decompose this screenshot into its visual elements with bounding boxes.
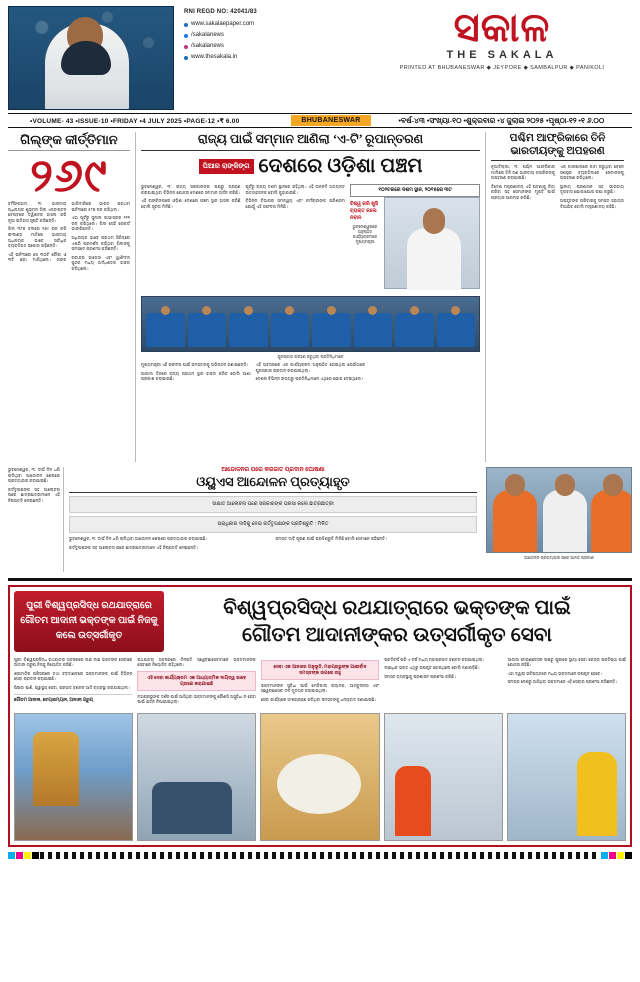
band-main-story [64,467,482,572]
lead-story-subhead: ବିଶ୍ୱ କରି ଖୁସି ବ୍ୟକ୍ତ କଲେ ନବୀନ [350,201,379,221]
paragraph: ପୁରୀ: ବିଶ୍ୱପ୍ରସିଦ୍ଧ ରଥଯାତ୍ରା ଅବସରରେ ଲକ୍ଷ ଲକ୍ଷ ଭକ୍ତଙ୍କ ସେବାରେ ଆଦାନୀ ଗ୍ରୁପ୍ ନିଜକୁ ନିୟୋଜିତ କରିଛି। [14,657,133,668]
person [229,313,268,347]
paragraph: ମହାପ୍ରଭୁଙ୍କ ଦର୍ଶନ ପାଇଁ ଆସିଥିବା ଭକ୍ତମାନଙ୍କୁ କୌଣସି ଅସୁବିଧା ନ ହେବା ପାଇଁ ଯତ୍ନ ନିଆଯାଇଥିଲା। [137,693,256,705]
paragraph: ଭୁବନେଶ୍ୱର, ୩: ଦୀର୍ଘ ଦିନ ଧରି ଚାଲିଥିବା ଆନ୍ଦୋଳନ ଶେଷରେ ପ୍ରତ୍ୟାହାର କରାଯାଇଛି। [69,536,208,541]
masthead-contact-block [174,6,372,64]
paragraph: ବିଭିନ୍ନ ବିଭାଗର ସମନ୍ୱୟ ଏବଂ କର୍ମଚାରୀଙ୍କ ପରିଶ୍ରମ ଯୋଗୁଁ ଏହି ସଫଳତା ମିଳିଛି। [245,198,345,209]
issue-info-english: •VOLUME- 43 •ISSUE-10 •FRIDAY •4 JULY 2025 •PAGE-12 •₹ 6.00 [30,117,240,125]
registration-swatch-yellow [24,852,31,859]
registration-swatch-cyan [8,852,15,859]
person [591,490,632,552]
person [312,313,351,347]
paragraph: ଦେଶର ବିଭିନ୍ନ ରାଜ୍ୟରୁ ପ୍ରତିନିଧିମାନେ ଏଥିରେ ଯୋଗ ଦେଇଥିଲେ। [255,376,363,382]
left-story-column [8,132,136,462]
website-link-row[interactable] [184,20,366,29]
paragraph: ଭକ୍ତମାନଙ୍କ ସୁବିଧା ପାଇଁ ମେଡିକାଲ୍ କ୍ୟାମ୍ପ, ଆମ୍ବୁଲାନ୍ସ ଏବଂ ସ୍ୱେଚ୍ଛାସେବୀ ଦଳ ମୁତୟନ କରାଯାଇଥିଲା। [260,683,380,694]
paragraph: ଆଗାମୀ ଦିନରେ ରାଜ୍ୟ ପ୍ରଥମ ସ୍ଥାନ ହାସଲ କରିବ ବୋଲି ଆଶା ପ୍ରକାଶ କରାଯାଇଛି। [141,370,251,382]
advert-photo [507,713,626,841]
advert-column [384,657,502,708]
paragraph: ପିଇବା ପାଣି, ସ୍ୱାସ୍ଥ୍ୟ ସେବା, ପ୍ରସାଦ ବଣ୍ଟନ ଆଦି ବ୍ୟବସ୍ଥା କରାଯାଇଥିଲା। [14,684,130,690]
advert-pullquote: ଏହି ସେବା କାର୍ଯ୍ୟକ୍ରମ ଏକ ଆଧ୍ୟାତ୍ମିକ ଦାୟିତ୍ୱ ଭାବେ ଗ୍ରହଣ କରାଯାଇଛି [137,671,255,691]
advertisement-block [8,585,632,847]
advert-title-line-2: ଗୌତମ ଆଦାନୀଙ୍କର ଉତ୍ସର୍ଗୀକୃତ ସେବା [242,624,552,646]
paragraph: ମୁଖ୍ୟମନ୍ତ୍ରୀ ଏହି ସଫଳତା ପାଇଁ ସମସ୍ତଙ୍କୁ ଅଭିନନ୍ଦନ ଜଣାଇଛନ୍ତି। [141,362,249,367]
lead-story-column [136,132,486,462]
lead-story-kicker: ରାଜ୍ୟ ପାଇଁ ସମ୍ମାନ ଆଣିଲା ‘ଏ-ଟି’ ରୂପାନ୍ତରଣ [141,132,480,151]
left-story-body [8,201,130,272]
advert-header [14,591,626,652]
paragraph: ଏହି ଇନିଂସରେ ସେ ୩୦ଟି ଚୌକା ଓ ୩ଟି ଛକା ମାରିଥିଲେ। ତାଙ୍କ ଭାଗିଦାରିରେ ଭାରତ ପ୍ରଥମ ଇନିଂସରେ ୫୮୭ ରନ୍ କରିଥିଲା। [8,201,130,263]
paragraph: ବିଦେଶ ମନ୍ତ୍ରଣାଳୟ ଏହି ଘଟଣାକୁ ନିନ୍ଦା କରିବା ସହ ସେମାନଙ୍କ ମୁକ୍ତି ପାଇଁ ପ୍ରୟାସ ଆରମ୍ଭ କରିଛି। [491,183,555,200]
masthead-logo-block [372,6,632,71]
paragraph: ପୂର୍ବରୁ ରାଜ୍ୟ ଦଶମ ସ୍ଥାନରେ ରହିଥିଲା। ଏହି ଉନ୍ନତି ଅତ୍ୟନ୍ତ ଉତ୍ସାହଜନକ ବୋଲି କୁହାଯାଉଛି। [245,184,345,195]
registration-swatch-black [32,852,39,859]
registration-swatch-magenta [609,852,616,859]
link-icon [184,56,188,60]
rni-registration: RNI REGD NO: 42041/83 [184,9,257,15]
paragraph: ଏହି ରାଙ୍କିଙ୍ଗରେ ଓଡ଼ିଶା ଦେଶରେ ପଞ୍ଚମ ସ୍ଥାନ ହାସଲ କରିଛି ବୋଲି ସୂଚନା ମିଳିଛି। [141,198,241,209]
person [437,313,476,347]
advert-pullquote: ସେବା ଏକ ଆନନ୍ଦର ଅନୁଭୂତି, ମହାପ୍ରଭୁଙ୍କ ଆଶୀର୍ବାଦ ସମସ୍ତଙ୍କ ଉପରେ ରହୁ [261,660,379,680]
paragraph: ଅଧିନାୟକ ଭାବେ ପ୍ରଥମ ସିରିଜ୍‌ରେ ଏପରି ପ୍ରଦର୍ଶନ କରିଥିବା ଗିଲଙ୍କୁ ସମସ୍ତେ ପ୍ରଶଂସା କରିଛନ୍ତି। [71,234,130,252]
paragraph: ସମସ୍ତ ଦାବି ପୂରଣ ପାଇଁ ପ୍ରତିଶ୍ରୁତି ମିଳିଛି ବୋଲି ସେମାନେ କହିଛନ୍ତି। [275,536,387,541]
paragraph: ଲକ୍ଷାଧିକ ଭକ୍ତ ଏଥିରୁ ଉପକୃତ ହୋଇଥିଲେ ବୋଲି ଜଣାପଡ଼ିଛି। [384,665,480,671]
issue-info-strip [8,113,632,128]
instagram-link-row[interactable] [184,42,366,51]
lead-story-body-a [141,184,345,212]
leader-head [423,208,445,234]
advert-photo [260,713,379,841]
advert-photo [137,713,256,841]
lead-story-upper [141,184,480,292]
ranking-tag-badge: ପିଆର ରାଙ୍କିଙ୍ଗ [199,159,254,174]
advert-photo-strip [14,713,626,841]
right-story-body [491,164,624,209]
band-note-1: ସାକ୍ଷାତ ଆଲୋଚନା ପରେ ସରକାରଙ୍କ ଭରସା କଲେ ଛାତ୍ରଛାତ୍ରୀ [69,496,477,513]
lead-story-headline: ଦେଶରେ ଓଡ଼ିଶା ପଞ୍ଚମ [258,155,423,177]
masthead [8,6,632,110]
paragraph: ସେବା କାର୍ଯ୍ୟରେ ଅଂଶଗ୍ରହଣ କରିଥିବା ସମସ୍ତଙ୍କୁ ଧନ୍ୟବାଦ ଜଣାଯାଇଛି। [260,696,377,702]
band-photo-column [482,467,632,572]
leader-kurta [407,228,461,290]
advert-column [261,657,379,708]
paragraph: ନୂଆଦିଲ୍ଲୀ, ୩: ପଶ୍ଚିମ ଆଫ୍ରିକାର ମାଲିରେ ତିନି ଜଣ ଭାରତୀୟ ନାଗରିକଙ୍କୁ ଅପହରଣ କରାଯାଇଛି। [491,164,555,181]
advert-column [508,657,626,708]
lead-story-body-b [141,362,480,382]
person [188,313,227,347]
portal-link-row[interactable] [184,53,366,62]
lead-story-factbox: ୧୦୨ଟକରେ ଦଶମ ସ୍ଥାନ, ୨୦୧୫ରେ ୩ଟ [350,184,480,197]
paragraph: ପ୍ରତିବର୍ଷ ପରି ଏ ବର୍ଷ ମଧ୍ୟ ମହାପ୍ରସାଦ ବଣ୍ଟନ କରାଯାଇଥିଲା। [384,657,485,662]
lead-story-side [350,184,480,292]
band-body [69,536,477,550]
leader-photo-caption: ଭୁବନେଶ୍ୱରରେ ଅନୁଷ୍ଠିତ କାର୍ଯ୍ୟକ୍ରମରେ ମୁଖ୍ୟମନ୍ତ୍ରୀ [352,224,378,244]
secondary-news-band [8,467,632,572]
right-story-headline: ପଶ୍ଚିମ ଆଫ୍ରିକାରେ ତିନି ଭାରତୀୟଙ୍କୁ ଅପହରଣ [491,132,624,161]
printed-at-line: PRINTED AT BHUBANESWAR ◆ JEYPORE ◆ SAMBALPUR ◆ PANIKOLI [399,65,605,71]
registration-swatch-cyan [601,852,608,859]
website-url[interactable]: www.sakalaepaper.com [191,21,255,27]
advert-columns [14,657,626,708]
person [146,313,185,347]
group-photo-people-row [146,313,475,347]
portal-url[interactable]: www.thesakala.in [191,54,238,60]
lead-story-text-left [141,184,345,292]
paragraph: ଏହା ପୂର୍ବରୁ ସୁନୀଲ ଗାଭାସ୍କର ୨୨୧ ରନ୍ କରିଥିଲେ। ଗିଲ ସେହି ରେକର୍ଡ ଭାଙ୍ଗିଛନ୍ତି। [71,215,130,232]
newspaper-logo-odia: ସକାଳ [453,5,551,50]
paragraph: ସମଗ୍ର ଦେଶରୁ ଆସିଥିବା ଭକ୍ତମାନେ ଏହି ସେବାର ପ୍ରଶଂସା କରିଛନ୍ତି। [507,679,618,685]
facebook-link-row[interactable] [184,31,366,40]
facebook-icon [184,34,188,38]
advert-photo [14,713,133,841]
celebration-photo [486,467,632,553]
advert-signature: ଗୌତମ ଆଦାନୀ, ଚେୟାରମ୍ୟାନ, ଆଦାନୀ ଗ୍ରୁପ୍ [14,694,132,702]
paragraph: ଗିଲ ୩୮୭ ବଲରେ ୨୬୯ ରନ୍ କରି ଇଂଲଣ୍ଡ ମାଟିରେ ଭାରତୀୟ ଅଧିନାୟକ ଭାବେ ସର୍ବାଧିକ ବ୍ୟକ୍ତିଗତ ସ୍କୋର ଗଢ଼ିଛନ୍ତି। [8,226,67,249]
issue-info-odia: •ବର୍ଷ-୪୩ •ସଂଖ୍ୟା-୧୦ •ଶୁକ୍ରବାର •୪ ଜୁଲାଇ ୨୦୨୫ •ପୃଷ୍ଠା-୧୨ •୧ ୬.୦୦ [398,115,605,125]
paragraph: ଅପହୃତଙ୍କ ପରିବାରକୁ ସମସ୍ତ ସହାୟତା ଦିଆଯିବ ବୋଲି ମନ୍ତ୍ରଣାଳୟ କହିଛି। [560,197,624,209]
paragraph: ଶ୍ରୀମନ୍ଦିର ପରିସରରେ ତଥା ବଡ଼ଦାଣ୍ଡରେ ଭକ୍ତମାନଙ୍କ ପାଇଁ ବିଭିନ୍ନ ସେବା ପ୍ରଦାନ କରାଯାଇଛି। [14,670,133,682]
band-left-body [8,467,60,504]
paragraph: ରବୀନ୍ଦ୍ର ଜାଡେଜା ଏବଂ ୱାଶିଂଟନ୍ ସୁନ୍ଦର ମଧ୍ୟ ଅର୍ଦ୍ଧଶତକ ହାସଲ କରିଥିଲେ। [71,254,130,271]
globe-icon [184,23,188,27]
celebration-photo-caption: ଆନ୍ଦୋଳନ ପ୍ରତ୍ୟାହାର ପରେ ଆନନ୍ଦ ପ୍ରକାଶ [524,555,594,560]
band-headline: ଓୟୁଏସ ଆନ୍ଦୋଳନ ପ୍ରତ୍ୟାହୃତ [69,474,477,493]
person [543,490,587,552]
paragraph: କର୍ତ୍ତୃପକ୍ଷଙ୍କ ସହ ଆଲୋଚନା ପରେ ଛାତ୍ରଛାତ୍ରୀମାନେ ଏହି ନିଷ୍ପତ୍ତି ନେଇଛନ୍ତି। [69,544,198,550]
paragraph: ସ୍ଥାନୀୟ ପ୍ରଶାସନ ସହ ଭାରତୀୟ ଦୂତାବାସ ଯୋଗାଯୋଗ ରକ୍ଷା କରୁଛି। [560,183,624,195]
paragraph: ଏକ କାରଖାନାରେ କାମ କରୁଥିବା ବେଳେ ସଶସ୍ତ୍ର ବ୍ୟକ୍ତିମାନେ ସେମାନଙ୍କୁ ଅପହରଣ କରିଥିଲେ। [560,164,624,181]
instagram-icon [184,45,188,49]
print-registration-bar [8,852,632,859]
group-photo-caption: ପୁରସ୍କାର ଗ୍ରହଣ କରୁଥିବା ପ୍ରତିନିଧିମାନେ [277,354,344,359]
band-kicker: ଆନ୍ଦୋଳନର ପରେ କରଜାତ ପ୍ରଦାନ ଘୋଷଣା [221,467,325,473]
paragraph: ଏହା ଦ୍ୱାରା ଭବିଷ୍ୟତରେ ମଧ୍ୟ ଭକ୍ତମାନେ ଉପକୃତ ହେବେ। [507,670,603,676]
masthead-cricket-photo [8,6,174,110]
advert-column [137,657,255,708]
band-note-2: ପ୍ରାଧିକାର ଦାବିକୁ ନେଇ କର୍ତ୍ତୃପକ୍ଷଙ୍କ ପ୍ରତିଶ୍ରୁତି : ମିଳିତ [69,516,477,533]
right-story-column [486,132,624,462]
paragraph: ଭୁବନେଶ୍ୱର, ୩: ଦୀର୍ଘ ଦିନ ଧରି ଚାଲିଥିବା ଆନ୍ଦୋଳନ ଶେଷରେ ପ୍ରତ୍ୟାହାର କରାଯାଇଛି। [8,467,60,484]
advert-title-line-1: ବିଶ୍ୱପ୍ରସିଦ୍ଧ ରଥଯାତ୍ରାରେ ଭକ୍ତଙ୍କ ପାଇଁ [223,597,571,619]
lead-story-headline-row [141,151,480,181]
registration-swatch-magenta [16,852,23,859]
advert-title [164,591,626,652]
registration-dash-bar [40,852,600,859]
registration-swatch-yellow [617,852,624,859]
edition-city-badge: BHUBANESWAR [291,115,370,126]
paragraph: କର୍ତ୍ତୃପକ୍ଷଙ୍କ ସହ ଆଲୋଚନା ପରେ ଛାତ୍ରଛାତ୍ରୀମାନେ ଏହି ନିଷ୍ପତ୍ତି ନେଇଛନ୍ତି। [8,486,60,503]
paragraph: ସମସ୍ତ ବ୍ୟବସ୍ଥାକୁ ପ୍ରଶାସନ ପ୍ରଶଂସା କରିଛି। [384,673,456,679]
paragraph: ରଥଯାତ୍ରା ଅବସରରେ ଦିନରାତି ସ୍ୱେଚ୍ଛାସେବୀମାନେ ଭକ୍ତମାନଙ୍କ ସେବାରେ ନିୟୋଜିତ ରହିଥିଲେ। [137,657,256,668]
award-group-photo [141,296,480,352]
leader-photo [384,197,480,289]
newspaper-logo-english: THE SAKALA [446,49,558,61]
left-story-kicker: ଗିଲ୍‌ଙ୍କ କୀର୍ତ୍ତିମାନ [8,132,130,151]
paragraph: ଆଦାନୀ ଫାଉଣ୍ଡେସନ ପକ୍ଷରୁ ପୁରୀରେ ସ୍ଥାୟୀ ସେବା କେନ୍ଦ୍ର ପ୍ରତିଷ୍ଠା ପାଇଁ ଯୋଜନା ରହିଛି। [507,657,627,668]
facebook-handle[interactable]: /sakalanews [191,32,225,38]
paragraph: ବର୍ମିଙ୍ଗହାମ, ୩: ଭାରତୀୟ ଅଧିନାୟକ ଶୁଭମନ ଗିଲ ଏଜ୍‌ବାଷ୍ଟନ ଟେଷ୍ଟରେ ଦ୍ୱିଶତକ ହାସଲ କରି ନୂଆ ଇତିହାସ ସୃଷ୍ଟି କରିଛନ୍ତି। [8,201,67,223]
left-story-big-number: ୨୬୯ [30,150,108,201]
person [493,490,537,552]
registration-swatch-black [625,852,632,859]
top-news-section [8,132,632,462]
advert-column [14,657,132,708]
paragraph: ଭୁବନେଶ୍ୱର, ୩: ରାଜ୍ୟ ସରକାରଙ୍କ ପକ୍ଷରୁ ଗ୍ରହଣ କରାଯାଇଥିବା ବିଭିନ୍ନ ଯୋଜନା ଦେଶରେ ସମ୍ମାନ ଅର୍ଜନ କରିଛି। [141,184,241,195]
advert-badge: ପୁରୀ ବିଶ୍ୱପ୍ରସିଦ୍ଧ ରଥଯାତ୍ରାରେ ଗୌତମ ଆଦାନୀ ଭକ୍ତଙ୍କ ପାଇଁ ନିଜକୁ କଲେ ଉତ୍ସର୍ଗୀକୃତ [14,591,164,652]
band-left-column [8,467,64,572]
person [271,313,310,347]
person [395,313,434,347]
advert-photo [384,713,503,841]
paragraph: ଏହି ଅବସରରେ ଏକ କାର୍ଯ୍ୟକ୍ରମ ଅନୁଷ୍ଠିତ ହୋଇଥିଲା ଯେଉଁଠାରେ ପୁରସ୍କାର ପ୍ରଦାନ କରାଯାଇଥିଲା। [255,362,366,373]
instagram-handle[interactable]: /sakalanews [191,43,225,49]
person [354,313,393,347]
section-divider [8,578,632,581]
